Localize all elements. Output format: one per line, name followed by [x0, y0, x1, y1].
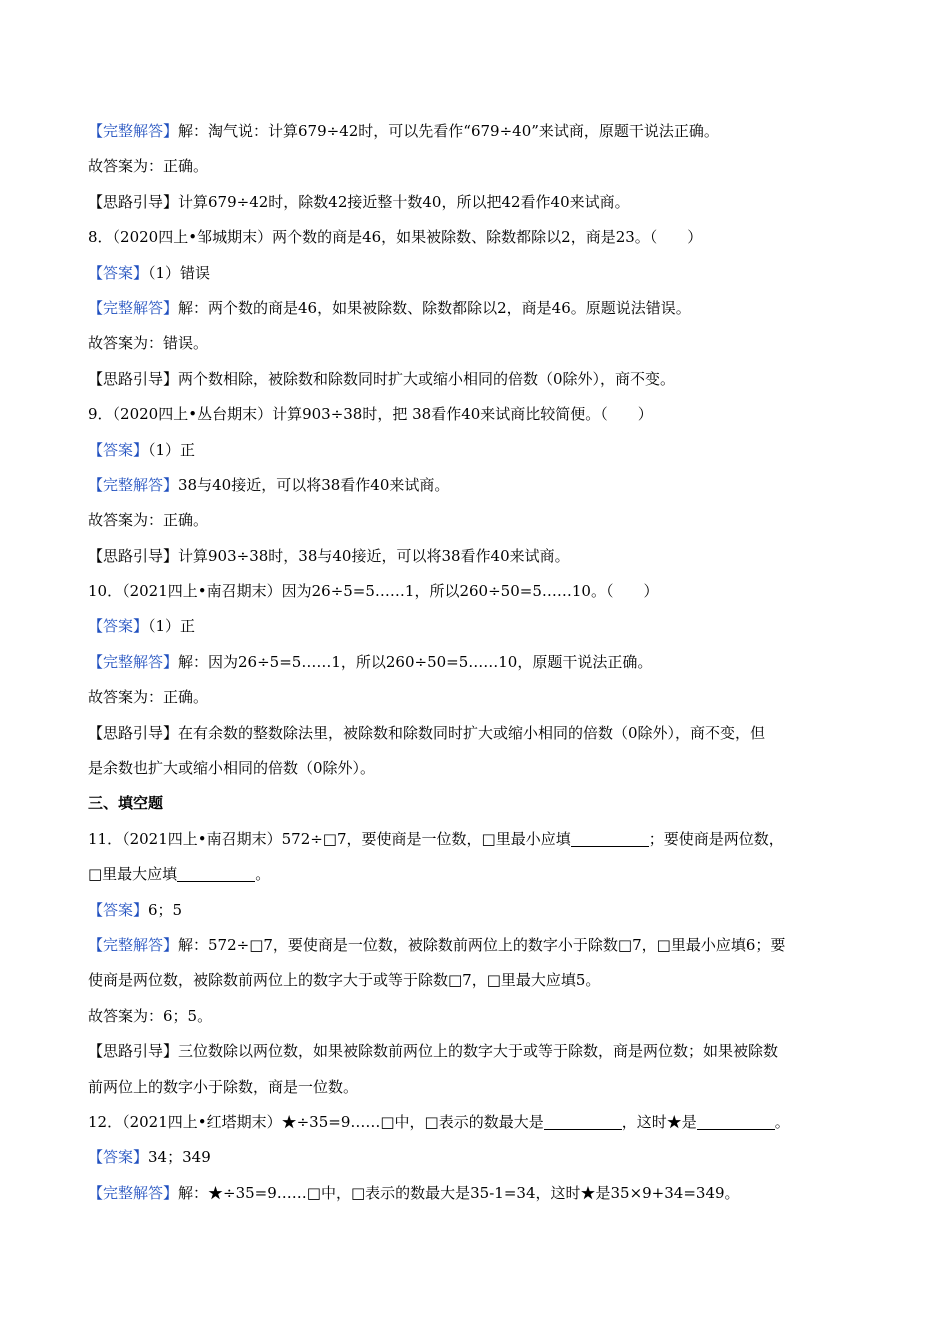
- answer-blank[interactable]: [697, 1114, 775, 1130]
- q9-question: 9．（2020四上•丛台期末）计算903÷38时，把 38看作40来试商比较简便。（ ）: [88, 405, 653, 424]
- q11-answer-line: 故答案为：6；5。: [88, 1006, 213, 1025]
- q11-question-line2: □里最大应填 。: [88, 865, 271, 884]
- answer-blank[interactable]: [571, 831, 649, 847]
- q10-answer: 【答案】（1）正: [88, 617, 196, 636]
- q9-answer: 【答案】（1）正: [88, 440, 196, 459]
- q11-full-solution-line1: 【完整解答】解：572÷□7，要使商是一位数，被除数前两位上的数字小于除数□7，□里最小应填6；要: [88, 935, 786, 954]
- q8-answer-line: 故答案为：错误。: [88, 334, 209, 353]
- answer-tag: 【答案】: [88, 263, 149, 282]
- q7-answer-line: 故答案为：正确。: [88, 157, 209, 176]
- full-solution-tag: 【完整解答】: [88, 475, 179, 494]
- q11-hint-line1: 【思路引导】三位数除以两位数，如果被除数前两位上的数字大于或等于除数，商是两位数；如果被除数: [88, 1042, 779, 1061]
- q9-answer-line: 故答案为：正确。: [88, 511, 209, 530]
- q11-answer: 【答案】6；5: [88, 900, 183, 919]
- full-solution-tag: 【完整解答】: [88, 935, 179, 954]
- answer-tag: 【答案】: [88, 617, 149, 636]
- q11-question-line1: 11．（2021四上•南召期末）572÷□7，要使商是一位数，□里最小应填 ；要使商是两位数，: [88, 829, 784, 848]
- answer-blank[interactable]: [544, 1114, 622, 1130]
- q10-answer-line: 故答案为：正确。: [88, 688, 209, 707]
- full-solution-tag: 【完整解答】: [88, 298, 179, 317]
- full-solution-tag: 【完整解答】: [88, 1183, 179, 1202]
- q9-full-solution: 【完整解答】38与40接近，可以将38看作40来试商。: [88, 475, 450, 494]
- q11-hint-line2: 前两位上的数字小于除数，商是一位数。: [88, 1077, 359, 1096]
- q10-full-solution: 【完整解答】解：因为26÷5=5……1，所以260÷50=5……10，原题干说法正确。: [88, 652, 653, 671]
- section-heading: 三、填空题: [88, 794, 164, 813]
- q10-hint-line2: 是余数也扩大或缩小相同的倍数（0除外）。: [88, 759, 376, 778]
- q10-hint-line1: 【思路引导】在有余数的整数除法里，被除数和除数同时扩大或缩小相同的倍数（0除外），商不变，但: [88, 723, 766, 742]
- answer-tag: 【答案】: [88, 440, 149, 459]
- answer-blank[interactable]: [177, 866, 255, 882]
- document-body: [88, 114, 868, 1211]
- q7-full-solution: 【完整解答】解：淘气说：计算679÷42时，可以先看作“679÷40”来试商，原题干说法正确。: [88, 122, 719, 140]
- q8-answer: 【答案】（1）错误: [88, 263, 211, 282]
- q7-hint: 【思路引导】计算679÷42时，除数42接近整十数40，所以把42看作40来试商。: [88, 192, 630, 211]
- answer-tag: 【答案】: [88, 1148, 149, 1167]
- q8-question: 8．（2020四上•邹城期末）两个数的商是46，如果被除数、除数都除以2，商是23。（ ）: [88, 228, 703, 247]
- q11-full-solution-line2: 使商是两位数，被除数前两位上的数字大于或等于除数□7，□里最大应填5。: [88, 971, 601, 990]
- full-solution-tag: 【完整解答】: [88, 122, 179, 140]
- q12-question: 12．（2021四上•红塔期末）★÷35=9……□中，□表示的数最大是 ，这时★是 。: [88, 1112, 790, 1131]
- q8-full-solution: 【完整解答】解：两个数的商是46，如果被除数、除数都除以2，商是46。原题说法错误。: [88, 298, 691, 317]
- answer-tag: 【答案】: [88, 900, 149, 919]
- q10-question: 10．（2021四上•南召期末）因为26÷5=5……1，所以260÷50=5……10。（ ）: [88, 582, 659, 601]
- q12-answer: 【答案】34；349: [88, 1148, 211, 1167]
- q9-hint: 【思路引导】计算903÷38时，38与40接近，可以将38看作40来试商。: [88, 546, 570, 565]
- q8-hint: 【思路引导】两个数相除，被除数和除数同时扩大或缩小相同的倍数（0除外），商不变。: [88, 369, 676, 388]
- q12-full-solution: 【完整解答】解：★÷35=9……□中，□表示的数最大是35-1=34，这时★是35×9+34=349。: [88, 1183, 740, 1202]
- full-solution-tag: 【完整解答】: [88, 652, 179, 671]
